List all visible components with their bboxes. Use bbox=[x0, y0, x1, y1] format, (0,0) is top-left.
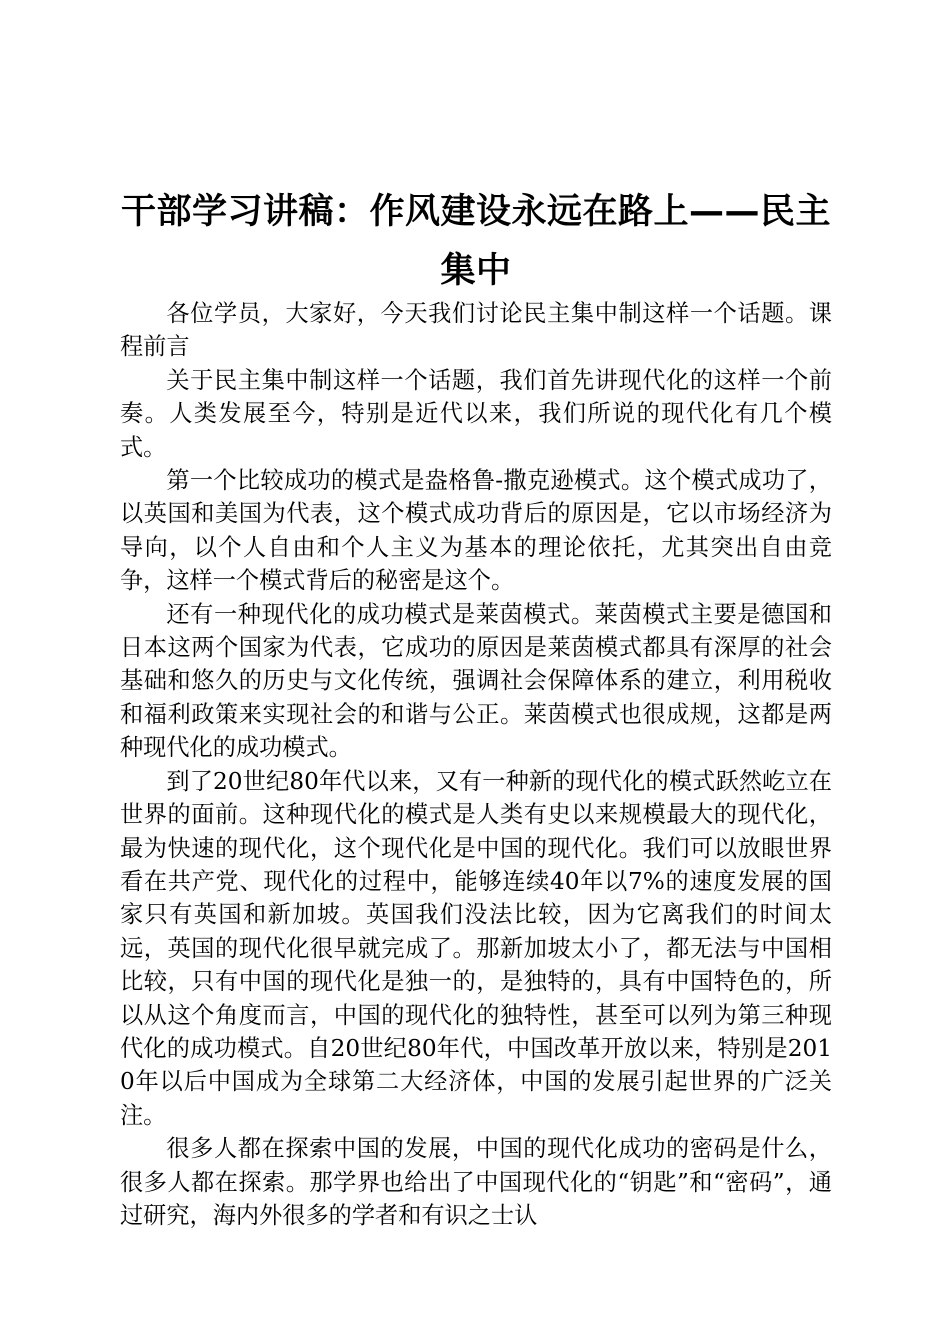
paragraph-rhine-model: 还有一种现代化的成功模式是莱茵模式。莱茵模式主要是德国和日本这两个国家为代表，它成功的原因是莱茵模式都具有深厚的社会基础和悠久的历史与文化传统，强调社会保障体系的建立，利用税收和福利政策来实现社会的和谐与公正。莱茵模式也很成规，这都是两种现代化的成功模式。 bbox=[120, 600, 832, 762]
paragraph-anglo-saxon-model: 第一个比较成功的模式是盎格鲁-撒克逊模式。这个模式成功了，以英国和美国为代表，这个模式成功背后的原因是，它以市场经济为导向，以个人自由和个人主义为基本的理论依托，尤其突出自由竞争，这样一个模式背后的秘密是这个。 bbox=[120, 467, 832, 595]
paragraph-exploration: 很多人都在探索中国的发展，中国的现代化成功的密码是什么，很多人都在探索。那学界也给出了中国现代化的“钥匙”和“密码”，通过研究，海内外很多的学者和有识之士认 bbox=[120, 1135, 832, 1229]
paragraph-prelude: 关于民主集中制这样一个话题，我们首先讲现代化的这样一个前奏。人类发展至今，特别是近代以来，我们所说的现代化有几个模式。 bbox=[120, 366, 832, 461]
document-title: 干部学习讲稿：作风建设永远在路上——民主集中 bbox=[120, 192, 831, 291]
paragraph-greeting: 各位学员，大家好，今天我们讨论民主集中制这样一个话题。课程前言 bbox=[120, 300, 832, 361]
paragraph-china-model: 到了20世纪80年代以来，又有一种新的现代化的模式跃然屹立在世界的面前。这种现代化的模式是人类有史以来规模最大的现代化，最为快速的现代化，这个现代化是中国的现代化。我们可以放眼世界看在共产党、现代化的过程中，能够连续40年以7%的速度发展的国家只有英国和新加坡。英国我们没法比较，因为它离我们的时间太远，英国的现代化很早就完成了。那新加坡太小了，都无法与中国相比较，只有中国的现代化是独一的，是独特的，具有中国特色的，所以从这个角度而言，中国的现代化的独特性，甚至可以列为第三种现代化的成功模式。自20世纪80年代，中国改革开放以来，特别是2010年以后中国成为全球第二大经济体，中国的发展引起世界的广泛关注。 bbox=[120, 767, 832, 1129]
document-body bbox=[120, 297, 832, 1232]
